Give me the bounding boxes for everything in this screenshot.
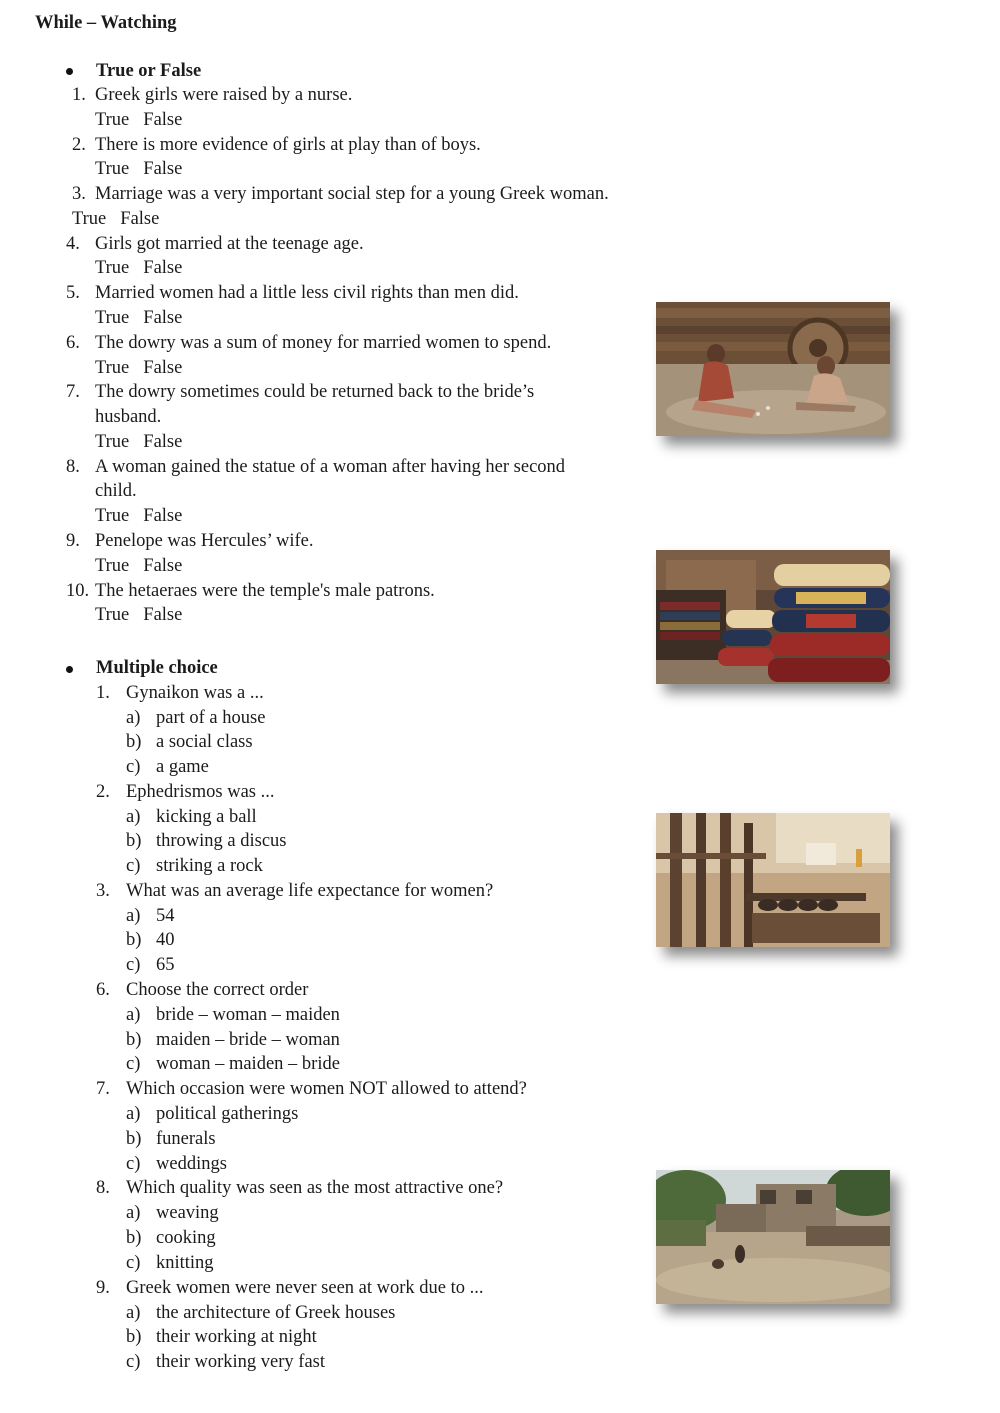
mc-option[interactable]: their working at night — [156, 1327, 317, 1347]
mc-number: 7. — [96, 1079, 110, 1099]
tf-number: 10. — [66, 581, 90, 601]
tf-options — [95, 257, 182, 279]
tf-statement: The hetaeraes were the temple's male patrons. — [95, 581, 435, 601]
tf-options — [95, 357, 182, 379]
mc-question-text: Choose the correct order — [126, 980, 309, 1000]
photo-girls-playing — [656, 302, 890, 436]
mc-option-letter: a) — [126, 708, 141, 728]
mc-option-letter: b) — [126, 1129, 142, 1149]
tf-statement: Marriage was a very important social step for a young Greek woman. — [95, 184, 609, 204]
tf-number: 3. — [72, 184, 86, 204]
option-true[interactable]: True — [95, 159, 130, 179]
mc-option[interactable]: 65 — [156, 955, 175, 975]
mc-option-letter: c) — [126, 955, 141, 975]
mc-question-text: Which quality was seen as the most attractive one? — [126, 1178, 504, 1198]
mc-option[interactable]: kicking a ball — [156, 807, 257, 827]
tf-options — [95, 307, 182, 329]
option-true[interactable]: True — [95, 605, 130, 625]
section-title-multiple-choice: Multiple choice — [96, 658, 218, 678]
mc-number: 6. — [96, 980, 110, 1000]
mc-number: 3. — [96, 881, 110, 901]
mc-number: 9. — [96, 1278, 110, 1298]
mc-option-letter: c) — [126, 1253, 141, 1273]
tf-number: 6. — [66, 333, 80, 353]
tf-number: 9. — [66, 531, 80, 551]
mc-option[interactable]: weddings — [156, 1154, 227, 1174]
option-false[interactable]: False — [143, 506, 183, 526]
mc-option-letter: a) — [126, 1203, 141, 1223]
mc-number: 2. — [96, 782, 110, 802]
tf-statement-continued: child. — [95, 481, 137, 501]
option-false[interactable]: False — [143, 432, 183, 452]
mc-option-letter: a) — [126, 1005, 141, 1025]
mc-option-letter: a) — [126, 1303, 141, 1323]
tf-statement: Greek girls were raised by a nurse. — [95, 85, 353, 105]
mc-option[interactable]: funerals — [156, 1129, 216, 1149]
tf-statement: Penelope was Hercules’ wife. — [95, 531, 314, 551]
mc-option-letter: b) — [126, 930, 142, 950]
mc-option[interactable]: a social class — [156, 732, 253, 752]
option-true[interactable]: True — [95, 432, 130, 452]
tf-options — [95, 604, 182, 626]
mc-option[interactable]: throwing a discus — [156, 831, 287, 851]
mc-option-letter: c) — [126, 1352, 141, 1372]
mc-option-letter: c) — [126, 1154, 141, 1174]
mc-question-text: Gynaikon was a ... — [126, 683, 264, 703]
tf-number: 2. — [72, 135, 86, 155]
photo-village-street — [656, 1170, 890, 1304]
mc-option-letter: b) — [126, 1327, 142, 1347]
mc-option[interactable]: maiden – bride – woman — [156, 1030, 340, 1050]
tf-options — [95, 109, 182, 131]
photo-textiles — [656, 550, 890, 684]
page-heading: While – Watching — [35, 13, 177, 33]
tf-statement-continued: husband. — [95, 407, 162, 427]
section-title-true-false: True or False — [96, 61, 202, 81]
mc-option-letter: a) — [126, 807, 141, 827]
tf-options — [95, 505, 182, 527]
mc-option[interactable]: cooking — [156, 1228, 216, 1248]
mc-question-text: Which occasion were women NOT allowed to attend? — [126, 1079, 527, 1099]
option-true[interactable]: True — [95, 556, 130, 576]
tf-options — [72, 208, 159, 230]
mc-question-text: Greek women were never seen at work due to ... — [126, 1278, 484, 1298]
mc-number: 8. — [96, 1178, 110, 1198]
mc-option[interactable]: the architecture of Greek houses — [156, 1303, 396, 1323]
mc-option-letter: c) — [126, 1054, 141, 1074]
mc-question-text: What was an average life expectance for women? — [126, 881, 494, 901]
bullet-multiple-choice — [66, 666, 73, 673]
bullet-true-false — [66, 68, 73, 75]
tf-statement: The dowry was a sum of money for married women to spend. — [95, 333, 552, 353]
option-true[interactable]: True — [95, 258, 130, 278]
mc-option-letter: b) — [126, 831, 142, 851]
option-false[interactable]: False — [143, 308, 183, 328]
mc-option[interactable]: bride – woman – maiden — [156, 1005, 340, 1025]
mc-option[interactable]: their working very fast — [156, 1352, 326, 1372]
mc-option-letter: a) — [126, 1104, 141, 1124]
option-true[interactable]: True — [95, 308, 130, 328]
mc-option[interactable]: weaving — [156, 1203, 219, 1223]
tf-statement: The dowry sometimes could be returned back to the bride’s — [95, 382, 535, 402]
mc-question-text: Ephedrismos was ... — [126, 782, 275, 802]
tf-statement: Married women had a little less civil rights than men did. — [95, 283, 519, 303]
option-false[interactable]: False — [143, 358, 183, 378]
option-true[interactable]: True — [95, 358, 130, 378]
mc-option-letter: c) — [126, 856, 141, 876]
mc-option-letter: b) — [126, 1228, 142, 1248]
tf-statement: There is more evidence of girls at play than of boys. — [95, 135, 481, 155]
option-false[interactable]: False — [143, 159, 183, 179]
option-false[interactable]: False — [143, 110, 183, 130]
tf-options — [95, 158, 182, 180]
photo-village-market — [656, 813, 890, 947]
option-false[interactable]: False — [143, 556, 183, 576]
mc-option[interactable]: part of a house — [156, 708, 266, 728]
tf-number: 1. — [72, 85, 86, 105]
option-true[interactable]: True — [72, 209, 107, 229]
mc-option-letter: b) — [126, 1030, 142, 1050]
mc-option[interactable]: 40 — [156, 930, 175, 950]
mc-option[interactable]: 54 — [156, 906, 175, 926]
mc-option[interactable]: political gatherings — [156, 1104, 299, 1124]
option-false[interactable]: False — [143, 258, 183, 278]
mc-option-letter: a) — [126, 906, 141, 926]
tf-statement: Girls got married at the teenage age. — [95, 234, 364, 254]
mc-option-letter: b) — [126, 732, 142, 752]
tf-number: 4. — [66, 234, 80, 254]
option-false[interactable]: False — [120, 209, 160, 229]
mc-option[interactable]: knitting — [156, 1253, 214, 1273]
mc-option[interactable]: woman – maiden – bride — [156, 1054, 340, 1074]
mc-option[interactable]: a game — [156, 757, 209, 777]
tf-number: 5. — [66, 283, 80, 303]
tf-statement: A woman gained the statue of a woman after having her second — [95, 457, 566, 477]
tf-number: 7. — [66, 382, 80, 402]
option-false[interactable]: False — [143, 605, 183, 625]
mc-option-letter: c) — [126, 757, 141, 777]
option-true[interactable]: True — [95, 110, 130, 130]
mc-number: 1. — [96, 683, 110, 703]
tf-number: 8. — [66, 457, 80, 477]
tf-options — [95, 431, 182, 453]
tf-options — [95, 555, 182, 577]
option-true[interactable]: True — [95, 506, 130, 526]
mc-option[interactable]: striking a rock — [156, 856, 263, 876]
